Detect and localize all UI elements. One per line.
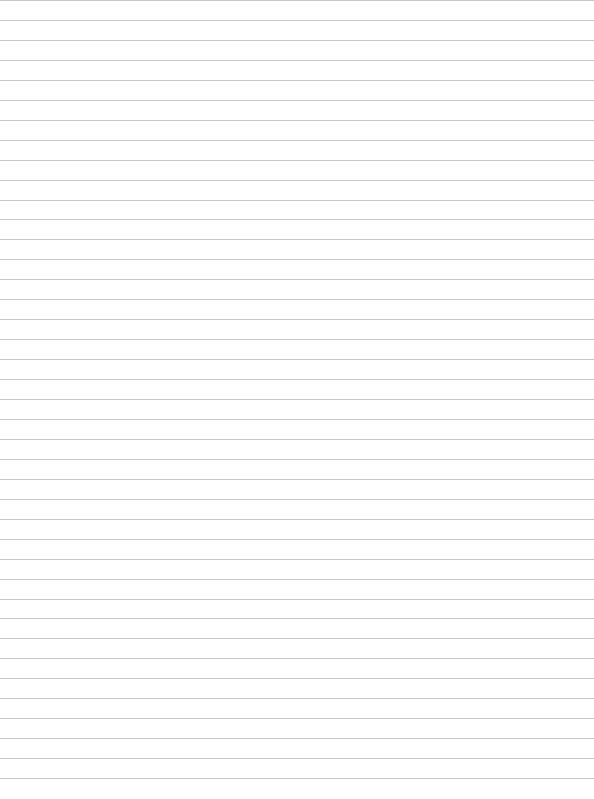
rule-line	[0, 399, 594, 400]
rule-line	[0, 379, 594, 380]
rule-line	[0, 559, 594, 560]
rule-line	[0, 259, 594, 260]
rule-line	[0, 519, 594, 520]
rule-line	[0, 120, 594, 121]
rule-line	[0, 200, 594, 201]
rule-line	[0, 459, 594, 460]
rule-line	[0, 359, 594, 360]
rule-line	[0, 618, 594, 619]
rule-line	[0, 419, 594, 420]
rule-line	[0, 180, 594, 181]
rule-line	[0, 499, 594, 500]
rule-line	[0, 0, 594, 1]
rule-line	[0, 80, 594, 81]
rule-line	[0, 599, 594, 600]
rule-line	[0, 658, 594, 659]
rule-line	[0, 758, 594, 759]
rule-line	[0, 579, 594, 580]
rule-line	[0, 479, 594, 480]
rule-line	[0, 100, 594, 101]
rule-line	[0, 20, 594, 21]
rule-line	[0, 738, 594, 739]
rule-line	[0, 539, 594, 540]
rule-line	[0, 219, 594, 220]
rule-line	[0, 239, 594, 240]
rule-line	[0, 698, 594, 699]
rule-line	[0, 60, 594, 61]
rule-line	[0, 160, 594, 161]
rule-line	[0, 299, 594, 300]
rule-line	[0, 718, 594, 719]
rule-line	[0, 40, 594, 41]
rule-line	[0, 778, 594, 779]
rule-line	[0, 439, 594, 440]
rule-line	[0, 140, 594, 141]
rule-line	[0, 638, 594, 639]
rule-line	[0, 678, 594, 679]
rule-line	[0, 279, 594, 280]
rule-line	[0, 319, 594, 320]
rule-line	[0, 339, 594, 340]
